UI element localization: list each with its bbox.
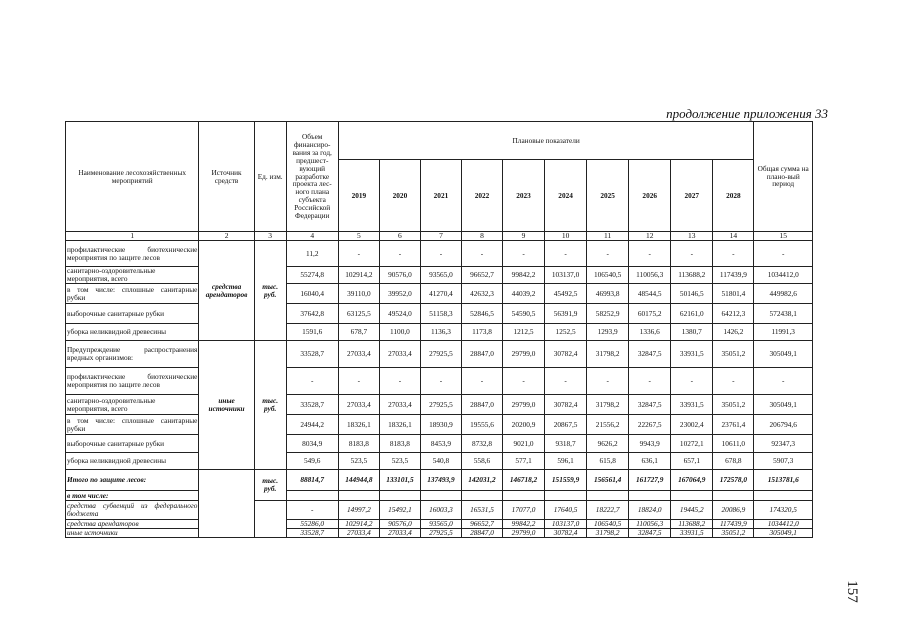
value-cell: 60175,2 [629,304,671,324]
value-cell: 540,8 [420,453,461,470]
value-cell: 22267,5 [629,415,671,435]
value-cell: 27033,4 [379,341,420,368]
value-cell: 16531,5 [461,501,502,520]
value-cell: 27033,4 [338,529,379,538]
value-cell: 1293,9 [587,324,629,341]
value-cell: - [379,241,420,267]
value-cell: 55286,0 [286,520,338,529]
value-cell: 8183,8 [338,435,379,453]
value-cell: - [379,368,420,395]
year-header: 2023 [503,160,545,232]
value-cell: 21556,2 [587,415,629,435]
including-label: в том числе: [66,491,199,501]
value-cell: 110056,3 [629,520,671,529]
value-cell: 18824,0 [629,501,671,520]
value-cell: 29799,0 [503,341,545,368]
value-cell: 99842,2 [503,267,545,284]
value-cell: 8732,8 [461,435,502,453]
value-cell: - [338,241,379,267]
table-row [66,395,813,415]
year-header: 2021 [420,160,461,232]
value-cell: 24944,2 [286,415,338,435]
value-cell: 92347,3 [754,435,813,453]
value-cell: 29799,0 [503,395,545,415]
value-cell: 19555,6 [461,415,502,435]
value-cell: 42632,3 [461,284,502,304]
value-cell: 50146,5 [671,284,713,304]
value-cell: 10611,0 [713,435,754,453]
value-cell: 16003,3 [420,501,461,520]
year-header: 2025 [587,160,629,232]
value-cell: 305049,1 [754,529,813,538]
value-cell: 172578,0 [713,470,754,491]
value-cell: 9626,2 [587,435,629,453]
value-cell: - [420,241,461,267]
column-number: 9 [503,232,545,241]
value-cell: 33931,5 [671,395,713,415]
value-cell: 27925,5 [420,395,461,415]
value-cell: 33528,7 [286,529,338,538]
column-number: 14 [713,232,754,241]
table-row [66,284,813,304]
value-cell: 23002,4 [671,415,713,435]
value-cell: 20867,5 [545,415,587,435]
header-planned: Плановые показатели [338,122,754,160]
value-cell: 31798,2 [587,529,629,538]
activity-name: санитарно-оздоровительные мероприятия, всего [66,395,199,415]
value-cell: 1380,7 [671,324,713,341]
value-cell: 523,5 [379,453,420,470]
value-cell: 37642,8 [286,304,338,324]
activity-name: выборочные санитарные рубки [66,304,199,324]
value-cell: 30782,4 [545,529,587,538]
table-row [66,435,813,453]
value-cell: 28847,0 [461,395,502,415]
value-cell: 28847,0 [461,341,502,368]
value-cell: - [503,241,545,267]
value-cell: 106540,5 [587,520,629,529]
value-cell: 18222,7 [587,501,629,520]
value-cell: 9318,7 [545,435,587,453]
value-cell: 103137,0 [545,520,587,529]
header-unit: Ед. изм. [254,122,286,232]
value-cell: 19445,2 [671,501,713,520]
value-cell: 56391,9 [545,304,587,324]
table-row [66,415,813,435]
value-cell: 33931,5 [671,341,713,368]
value-cell: 35051,2 [713,395,754,415]
value-cell: 64212,3 [713,304,754,324]
activity-name: в том числе: сплошные санитарные рубки [67,284,198,302]
value-cell: - [671,241,713,267]
value-cell: 51801,4 [713,284,754,304]
empty-cell [420,491,461,501]
value-cell: 27925,5 [420,341,461,368]
value-cell: 5907,3 [754,453,813,470]
value-cell: 11991,3 [754,324,813,341]
value-cell: - [545,368,587,395]
column-number: 12 [629,232,671,241]
value-cell: 678,7 [338,324,379,341]
value-cell: 156561,4 [587,470,629,491]
value-cell: 62161,0 [671,304,713,324]
value-cell: 1212,5 [503,324,545,341]
value-cell: - [671,368,713,395]
value-cell: 449982,6 [754,284,813,304]
empty-cell [338,491,379,501]
empty-cell [503,491,545,501]
value-cell: 8183,8 [379,435,420,453]
empty-cell [754,491,813,501]
value-cell: 1336,6 [629,324,671,341]
column-number: 8 [461,232,502,241]
value-cell: 1252,5 [545,324,587,341]
column-number: 6 [379,232,420,241]
value-cell: 1034412,0 [754,520,813,529]
totals-unit: тыс. руб. [254,470,286,501]
value-cell: - [461,368,502,395]
value-cell: - [629,241,671,267]
totals-detail-row [66,501,813,520]
totals-detail-row [66,529,813,538]
value-cell: 572438,1 [754,304,813,324]
column-number: 10 [545,232,587,241]
value-cell: 146718,2 [503,470,545,491]
value-cell: - [754,241,813,267]
column-number: 2 [199,232,254,241]
value-cell: 46993,8 [587,284,629,304]
value-cell: 161727,9 [629,470,671,491]
value-cell: 39110,0 [338,284,379,304]
column-number: 1 [66,232,199,241]
value-cell: 55274,8 [286,267,338,284]
value-cell: 51158,3 [420,304,461,324]
value-cell: 35051,2 [713,341,754,368]
value-cell: 1034412,0 [754,267,813,284]
value-cell: 30782,4 [545,341,587,368]
header-name: Наименование лесохозяйственных мероприятий [66,122,199,232]
value-cell: 27033,4 [338,341,379,368]
unit-cell: тыс. руб. [254,241,286,341]
totals-label: Итого по защите лесов: [66,470,199,491]
year-header: 2024 [545,160,587,232]
value-cell: 17077,0 [503,501,545,520]
funding-source-name: средства субвенций из федерального бюджета [67,501,198,519]
value-cell: 10272,1 [671,435,713,453]
value-cell: 1513781,6 [754,470,813,491]
value-cell: 615,8 [587,453,629,470]
value-cell: - [286,501,338,520]
value-cell: 142031,2 [461,470,502,491]
column-number: 4 [286,232,338,241]
value-cell: 27033,4 [338,395,379,415]
value-cell: 27033,4 [379,395,420,415]
table-row [66,324,813,341]
value-cell: 39952,0 [379,284,420,304]
value-cell: 20200,9 [503,415,545,435]
activity-name: в том числе: сплошные санитарные рубки [67,415,198,433]
value-cell: 20086,9 [713,501,754,520]
activity-name: профилактические биотехнические мероприятия по защите лесов [66,368,199,395]
table-row [66,241,813,267]
value-cell: 110056,3 [629,267,671,284]
table-row [66,304,813,324]
value-cell: 93565,0 [420,520,461,529]
activity-name: выборочные санитарные рубки [66,435,199,453]
header-total: Общая сумма на плано-вый период [754,122,813,232]
column-number: 11 [587,232,629,241]
value-cell: 48544,5 [629,284,671,304]
column-number: 13 [671,232,713,241]
header-volume: Объем финансиро-вания за год, предшест-вующий разработке проекта лес-ного плана субъекта Российской Федерации [286,122,338,232]
funding-source-name: иные источники [66,529,199,538]
value-cell: 14997,2 [338,501,379,520]
value-cell: 93565,0 [420,267,461,284]
value-cell: 15492,1 [379,501,420,520]
value-cell: 35051,2 [713,529,754,538]
totals-source-empty [199,470,254,538]
value-cell: 103137,0 [545,267,587,284]
value-cell: 16040,4 [286,284,338,304]
column-number: 7 [420,232,461,241]
value-cell: 23761,4 [713,415,754,435]
value-cell: 88814,7 [286,470,338,491]
value-cell: - [587,241,629,267]
year-header: 2022 [461,160,502,232]
empty-cell [545,491,587,501]
value-cell: 151559,9 [545,470,587,491]
unit-cell: тыс. руб. [254,341,286,470]
funding-source: иные источники [199,341,254,470]
value-cell: 11,2 [286,241,338,267]
value-cell: - [420,368,461,395]
value-cell: - [338,368,379,395]
value-cell: 113688,2 [671,520,713,529]
value-cell: 49524,0 [379,304,420,324]
value-cell: 596,1 [545,453,587,470]
value-cell: 523,5 [338,453,379,470]
value-cell: 90576,0 [379,520,420,529]
value-cell: 174320,5 [754,501,813,520]
empty-cell [286,491,338,501]
empty-cell [629,491,671,501]
value-cell: 32847,5 [629,529,671,538]
value-cell: 31798,2 [587,395,629,415]
column-number: 15 [754,232,813,241]
value-cell: 32847,5 [629,395,671,415]
table-row [66,267,813,284]
value-cell: 31798,2 [587,341,629,368]
year-header: 2020 [379,160,420,232]
value-cell: 144944,8 [338,470,379,491]
appendix-caption: продолжение приложения 33 [666,106,828,121]
value-cell: 657,1 [671,453,713,470]
value-cell: 9021,0 [503,435,545,453]
empty-cell [671,491,713,501]
totals-row [66,470,813,491]
value-cell: 1426,2 [713,324,754,341]
value-cell: 30782,4 [545,395,587,415]
value-cell: 27033,4 [379,529,420,538]
value-cell: 167064,9 [671,470,713,491]
table-row [66,453,813,470]
column-number: 3 [254,232,286,241]
value-cell: - [286,368,338,395]
value-cell: 44039,2 [503,284,545,304]
value-cell: 28847,0 [461,529,502,538]
value-cell: 96652,7 [461,267,502,284]
value-cell: 305049,1 [754,395,813,415]
value-cell: 96652,7 [461,520,502,529]
value-cell: - [545,241,587,267]
value-cell: 41270,4 [420,284,461,304]
value-cell: - [713,241,754,267]
value-cell: 58252,9 [587,304,629,324]
value-cell: 1100,0 [379,324,420,341]
value-cell: 102914,2 [338,520,379,529]
empty-cell [587,491,629,501]
activity-name: санитарно-оздоровительные мероприятия, всего [66,267,199,284]
year-header: 2027 [671,160,713,232]
value-cell: 1591,6 [286,324,338,341]
funding-source-name: средства арендаторов [66,520,199,529]
value-cell: 9943,9 [629,435,671,453]
value-cell: - [713,368,754,395]
page-number: 157 [843,580,860,603]
value-cell: 18326,1 [379,415,420,435]
value-cell: 549,6 [286,453,338,470]
value-cell: 102914,2 [338,267,379,284]
value-cell: 33931,5 [671,529,713,538]
value-cell: - [587,368,629,395]
value-cell: - [754,368,813,395]
value-cell: 32847,5 [629,341,671,368]
value-cell: 678,8 [713,453,754,470]
table-row [66,341,813,368]
including-row [66,491,813,501]
value-cell: 52846,5 [461,304,502,324]
value-cell: 133101,5 [379,470,420,491]
header-source: Источник средств [199,122,254,232]
value-cell: 8453,9 [420,435,461,453]
column-number: 5 [338,232,379,241]
value-cell: 33528,7 [286,341,338,368]
value-cell: 17640,5 [545,501,587,520]
value-cell: 8034,9 [286,435,338,453]
value-cell: 18326,1 [338,415,379,435]
value-cell: 206794,6 [754,415,813,435]
value-cell: 18930,9 [420,415,461,435]
value-cell: 577,1 [503,453,545,470]
activity-name: профилактические биотехнические мероприятия по защите лесов [66,241,199,267]
value-cell: 33528,7 [286,395,338,415]
empty-unit-cell [254,501,286,538]
value-cell: 1136,3 [420,324,461,341]
value-cell: 117439,9 [713,520,754,529]
empty-cell [461,491,502,501]
value-cell: 305049,1 [754,341,813,368]
forest-protection-table [65,121,813,538]
value-cell: - [461,241,502,267]
value-cell: 1173,8 [461,324,502,341]
activity-name: уборка неликвидной древесины [66,453,199,470]
year-header: 2026 [629,160,671,232]
table-row [66,368,813,395]
year-header: 2019 [338,160,379,232]
value-cell: 29799,0 [503,529,545,538]
year-header: 2028 [713,160,754,232]
value-cell: 137493,9 [420,470,461,491]
value-cell: 54590,5 [503,304,545,324]
funding-source: средства арендаторов [199,241,254,341]
totals-detail-row [66,520,813,529]
value-cell: 636,1 [629,453,671,470]
value-cell: 90576,0 [379,267,420,284]
value-cell: 63125,5 [338,304,379,324]
activity-name: Предупреждение распространения вредных организмов: [66,341,199,368]
value-cell: - [629,368,671,395]
value-cell: 113688,2 [671,267,713,284]
value-cell: 45492,5 [545,284,587,304]
value-cell: 117439,9 [713,267,754,284]
empty-cell [713,491,754,501]
value-cell: 106540,5 [587,267,629,284]
activity-name: уборка неликвидной древесины [66,324,199,341]
value-cell: - [503,368,545,395]
value-cell: 558,6 [461,453,502,470]
empty-cell [379,491,420,501]
value-cell: 27925,5 [420,529,461,538]
value-cell: 99842,2 [503,520,545,529]
